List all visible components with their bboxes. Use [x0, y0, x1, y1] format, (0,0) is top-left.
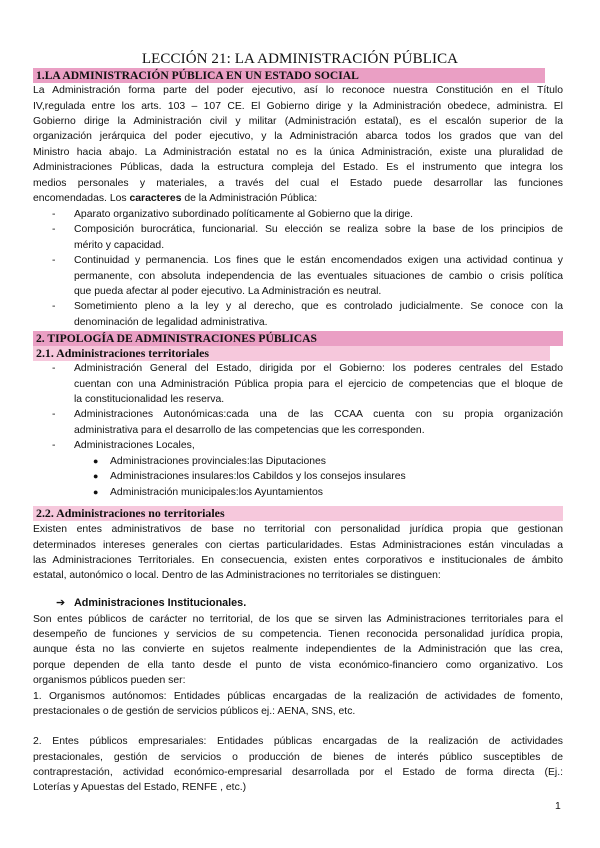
list-item-line: permanente, con absoluta independencia de las eventuales situaciones de cambio o crisis política — [74, 270, 563, 282]
bullet-item: Administración municipales:los Ayuntamientos — [110, 486, 323, 498]
text-run: de la Administración Pública: — [181, 193, 318, 205]
bullet-icon: ● — [93, 455, 99, 466]
bullet-item: Administraciones insulares:los Cabildos y los consejos insulares — [110, 471, 406, 483]
dash-marker: - — [52, 409, 56, 421]
bullet-item: Administraciones provinciales:las Diputaciones — [110, 455, 326, 467]
subsection-2-2-heading-text: 2.2. Administraciones no territoriales — [36, 506, 225, 520]
list-item-line: Sometimiento pleno a la ley y al derecho, que es controlado judicialmente. Se conoce con la — [74, 301, 563, 313]
list-item-line: denominación de legalidad administrativa. — [74, 316, 268, 328]
paragraph-line: Loterías y Apuestas del Estado, RENFE , etc.) — [33, 782, 247, 794]
dash-marker: - — [52, 440, 56, 452]
paragraph-line: las Administraciones Territoriales. En consecuencia, existen entes corporativos e institucionales de ámbito — [33, 554, 563, 566]
list-item-line: Composición burocrática, funcionarial. Su elección se realiza sobre la base de los principios de — [74, 224, 563, 236]
subsection-2-1-heading — [33, 346, 550, 361]
paragraph-line: 1. Organismos autónomos: Entidades públicas encargadas de la realización de actividades de fomento, — [33, 690, 563, 702]
bullet-icon: ● — [93, 486, 99, 497]
section-2-heading — [33, 331, 563, 346]
paragraph-line: Existen entes administrativos de base no territorial con personalidad jurídica propia que gestionan — [33, 524, 563, 535]
list-item-line: Administraciones Locales, — [74, 440, 195, 452]
paragraph-line: prestacionales o de gestión de servicios públicos ej.: AENA, SNS, etc. — [33, 706, 356, 718]
paragraph-line: Ministro hacia abajo. La Administración estatal no es la única Administración, existe una pluralidad de — [33, 146, 563, 158]
paragraph-line: contraprestación, actividad económico-empresarial desarrollada por el Estado de forma directa (Ej.: — [33, 766, 563, 778]
paragraph-line: estatal, autonómico o local. Dentro de las Administraciones no territoriales se distinguen: — [33, 570, 441, 582]
list-item-line: Administraciones Autonómicas:cada una de las CCAA cuenta con su propia organización — [74, 409, 563, 421]
paragraph-line: porque dependen de ella tanto desde el punto de vista económico-financiero como organizativo. Los — [33, 659, 563, 671]
paragraph-line: Gobierno dirige la Administración civil y militar (Administración estatal), es el escalón superior de la — [33, 116, 563, 127]
dash-marker: - — [52, 224, 56, 236]
paragraph-line: determinados intereses generales con ciertas particularidades. Estas Administraciones están vinculadas a — [33, 539, 563, 551]
paragraph-line: organización jerárquica del poder ejecutivo, y la Administración abarca todos los grados que van del — [33, 131, 563, 143]
section-2-heading-text: 2. TIPOLOGÍA DE ADMINISTRACIONES PÚBLICAS — [36, 332, 317, 345]
page-number: 1 — [555, 801, 561, 812]
bold-term: caracteres — [129, 193, 182, 205]
subsection-2-1-heading-text: 2.1. Administraciones territoriales — [36, 346, 210, 360]
paragraph-line: organismos públicos pueden ser: — [33, 675, 186, 687]
institucionales-heading: Administraciones Institucionales. — [74, 597, 247, 609]
paragraph-line: La Administración forma parte del poder ejecutivo, así lo reconoce nuestra Constitución en el Título — [33, 85, 563, 96]
paragraph-line: IV,regulada entre los arts. 103 – 107 CE. El Gobierno dirige y la Administración obedece, administra. El — [33, 100, 563, 112]
subsection-2-2-heading — [33, 506, 563, 521]
dash-marker: - — [52, 208, 56, 220]
paragraph-line: 2. Entes públicos empresariales: Entidades públicas encargadas de la realización de actividades — [33, 736, 563, 747]
paragraph-line-caracteres — [33, 191, 563, 206]
list-item-line: Continuidad y permanencia. Los fines que le están encomendados exigen una actividad continua y — [74, 255, 563, 266]
list-item-line: Aparato organizativo subordinado políticamente al Gobierno que la dirige. — [74, 208, 414, 220]
paragraph-line: desempeño de funciones y servicios de su competencia. Tienen reconocida personalidad jurídica propia, — [33, 628, 563, 640]
arrow-right-icon: ➔ — [56, 597, 66, 609]
paragraph-line: prestacionales, gestión de servicios o producción de bienes de interés público susceptibles de — [33, 751, 563, 763]
list-item-line: administrativa para el desarrollo de las competencias que les corresponden. — [74, 424, 425, 436]
dash-marker: - — [52, 363, 56, 374]
dash-marker: - — [52, 255, 56, 266]
dash-marker: - — [52, 301, 56, 313]
paragraph-line: aunque ésta no las convierte en sujetos realmente independientes de la Administración que las crea, — [33, 644, 563, 656]
list-item-line: Administración General del Estado, dirigida por el Gobierno: los poderes centrales del Estado — [74, 363, 563, 374]
section-1-heading-text: 1.LA ADMINISTRACIÓN PÚBLICA EN UN ESTADO SOCIAL — [36, 69, 359, 82]
list-item-line: que pueda afectar al poder ejecutivo. La Administración es neutral. — [74, 285, 382, 297]
list-item-line: la constitucionalidad les reserva. — [74, 393, 225, 405]
list-item-line: mérito y capacidad. — [74, 239, 165, 251]
text-run: encomendadas. Los — [33, 193, 130, 205]
paragraph-line: Son entes públicos de carácter no territorial, de los que se sirven las Administraciones territoriales para el — [33, 613, 563, 625]
paragraph-line: medios personales y materiales, a través del cual el Estado puede desarrollar las funciones — [33, 177, 563, 189]
bullet-icon: ● — [93, 471, 99, 482]
page-title: LECCIÓN 21: LA ADMINISTRACIÓN PÚBLICA — [141, 51, 459, 67]
paragraph-line: Administraciones Públicas, dada la estructura compleja del Estado. Es el instrumento que integra los — [33, 162, 563, 174]
section-1-heading — [33, 68, 545, 83]
list-item-line: cuentan con una Administración Pública propia para el ejercicio de competencias que el bloque de — [74, 378, 563, 390]
